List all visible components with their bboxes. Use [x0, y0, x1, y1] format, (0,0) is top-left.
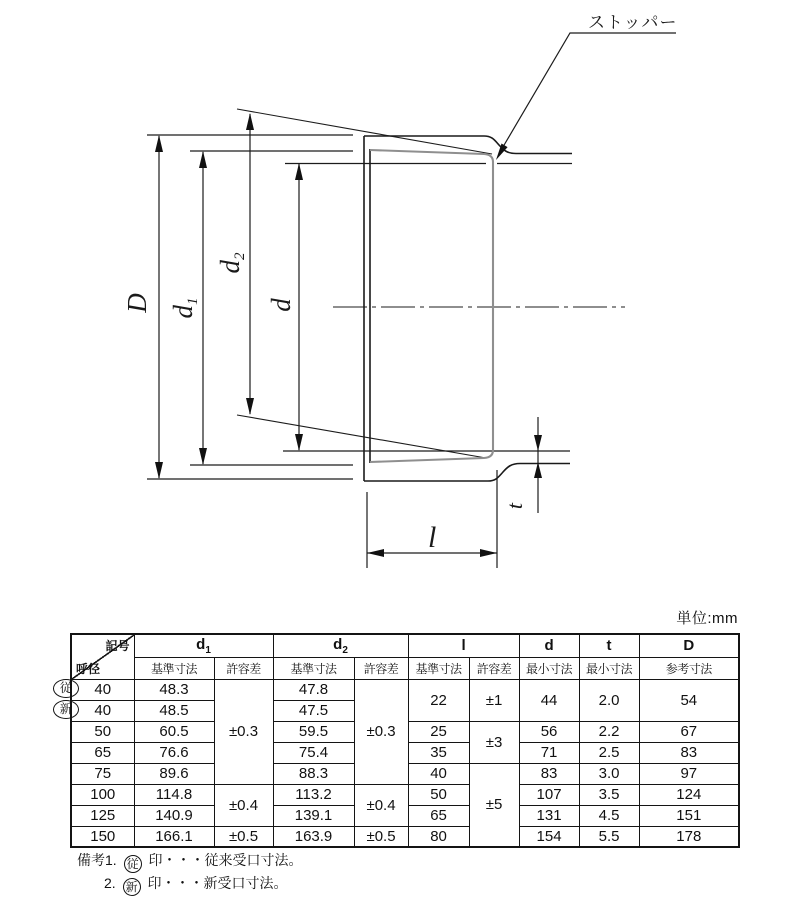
cell: 5.5 — [579, 826, 639, 847]
dim-label-d: d — [266, 298, 296, 312]
corner-label-symbol: 記号 — [105, 639, 130, 653]
dim-label-t: t — [502, 502, 527, 510]
note-1-prefix: 備考1. — [77, 852, 117, 868]
col-group-l: l — [408, 634, 519, 657]
cell: 40 — [408, 763, 469, 784]
cell: 47.5 — [273, 700, 354, 721]
stopper-label: ストッパー — [588, 13, 678, 32]
note-1-circled-mark: 従 — [124, 855, 142, 873]
table-row — [71, 826, 739, 847]
cell: 163.9 — [273, 826, 354, 847]
cell: 75.4 — [273, 742, 354, 763]
dim-label-D: D — [122, 293, 152, 313]
cell: 25 — [408, 721, 469, 742]
cell: ±1 — [469, 679, 519, 721]
cell: 50 — [71, 721, 134, 742]
cell: 125 — [71, 805, 134, 826]
subheader-min: 最小寸法 — [519, 657, 579, 679]
cell: 56 — [519, 721, 579, 742]
cell: 107 — [519, 784, 579, 805]
cell: 50 — [408, 784, 469, 805]
cell: 2.0 — [579, 679, 639, 721]
cell: ±5 — [469, 763, 519, 847]
cell: 67 — [639, 721, 739, 742]
cell: ±0.5 — [354, 826, 408, 847]
unit-label: 単位:mm — [676, 610, 738, 627]
row-mark-new: 新 — [53, 700, 79, 719]
dim-label-d1: d1 — [168, 297, 201, 319]
cell: 131 — [519, 805, 579, 826]
table-header-groups — [71, 634, 739, 657]
cell: 166.1 — [134, 826, 214, 847]
col-group-d: d — [519, 634, 579, 657]
table-row — [71, 784, 739, 805]
cell: 140.9 — [134, 805, 214, 826]
cell: 3.5 — [579, 784, 639, 805]
cell: 44 — [519, 679, 579, 721]
cell: 54 — [639, 679, 739, 721]
cell: 89.6 — [134, 763, 214, 784]
col-group-t: t — [579, 634, 639, 657]
cell: 40 — [71, 700, 134, 721]
subheader-tolerance: 許容差 — [469, 657, 519, 679]
cell: 88.3 — [273, 763, 354, 784]
cell: 48.3 — [134, 679, 214, 700]
dimension-lines — [159, 114, 538, 553]
subheader-tolerance: 許容差 — [354, 657, 408, 679]
subheader-basic: 基準寸法 — [273, 657, 354, 679]
cell: 40 — [71, 679, 134, 700]
notes — [77, 849, 302, 895]
cell: 100 — [71, 784, 134, 805]
cell: 60.5 — [134, 721, 214, 742]
cell: ±0.4 — [214, 784, 273, 826]
subheader-min: 最小寸法 — [579, 657, 639, 679]
cell: 178 — [639, 826, 739, 847]
dim-label-d2: d2 — [215, 252, 248, 274]
cell: 114.8 — [134, 784, 214, 805]
cell: 65 — [71, 742, 134, 763]
cell: 3.0 — [579, 763, 639, 784]
cell: 151 — [639, 805, 739, 826]
cell: 80 — [408, 826, 469, 847]
dim-label-l: l — [428, 521, 437, 554]
cell: 75 — [71, 763, 134, 784]
note-2-prefix: 2. — [104, 875, 116, 891]
cell: 97 — [639, 763, 739, 784]
cell: 65 — [408, 805, 469, 826]
col-group-d2: $d_2$ — [273, 634, 408, 657]
subheader-ref: 参考寸法 — [639, 657, 739, 679]
col-group-D: D — [639, 634, 739, 657]
cell: 150 — [71, 826, 134, 847]
table-header-sub — [71, 657, 739, 679]
cell: 35 — [408, 742, 469, 763]
cell: 2.2 — [579, 721, 639, 742]
row-mark-conventional: 従 — [53, 679, 79, 698]
dimension-table — [70, 633, 740, 848]
col-group-d1: $d_1$ — [134, 634, 273, 657]
subheader-basic: 基準寸法 — [134, 657, 214, 679]
cell: 59.5 — [273, 721, 354, 742]
dimension-arrowheads — [155, 113, 542, 557]
cell: 83 — [639, 742, 739, 763]
note-2 — [104, 872, 302, 895]
note-2-circled-mark: 新 — [123, 878, 141, 896]
cell: 4.5 — [579, 805, 639, 826]
cell: 139.1 — [273, 805, 354, 826]
cell: 22 — [408, 679, 469, 721]
cell: 76.6 — [134, 742, 214, 763]
socket-bore — [370, 150, 493, 462]
note-2-text: 印・・・新受口寸法。 — [147, 875, 288, 891]
table-row — [71, 679, 739, 700]
cell: 47.8 — [273, 679, 354, 700]
socket-outline — [364, 136, 572, 481]
subheader-basic: 基準寸法 — [408, 657, 469, 679]
cell: ±0.3 — [214, 679, 273, 784]
cell: 48.5 — [134, 700, 214, 721]
stopper-leader — [500, 33, 676, 152]
corner-label-diameter: 呼径 — [76, 661, 101, 676]
corner-cell — [71, 634, 134, 679]
cell: 124 — [639, 784, 739, 805]
cell: ±0.3 — [354, 679, 408, 784]
note-1-text: 印・・・従来受口寸法。 — [148, 852, 303, 868]
cell: ±3 — [469, 721, 519, 763]
cell: ±0.4 — [354, 784, 408, 826]
cell: 113.2 — [273, 784, 354, 805]
cell: 2.5 — [579, 742, 639, 763]
cell: 71 — [519, 742, 579, 763]
note-1 — [77, 849, 302, 872]
cell: ±0.5 — [214, 826, 273, 847]
subheader-tolerance: 許容差 — [214, 657, 273, 679]
cell: 154 — [519, 826, 579, 847]
cell: 83 — [519, 763, 579, 784]
